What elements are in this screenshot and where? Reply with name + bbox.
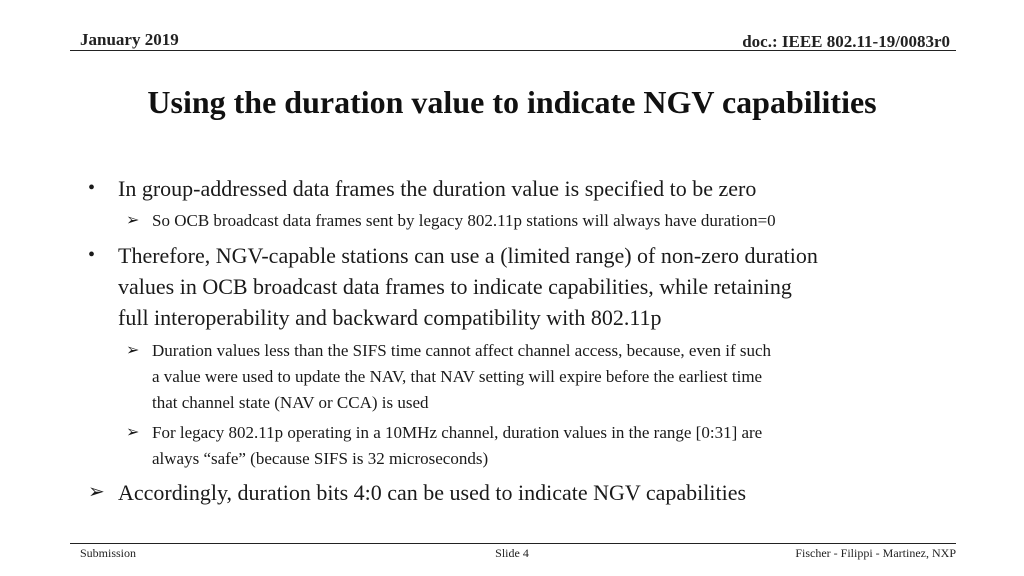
arrow-marker: ➢: [88, 481, 105, 503]
sub-bullet-2-1: [126, 338, 942, 416]
bullet-3: [88, 477, 958, 508]
arrow-marker: ➢: [126, 212, 140, 229]
bullet-text-line: Therefore, NGV-capable stations can use a (limited range) of non-zero duration: [118, 243, 818, 268]
bullet-2: [88, 240, 958, 333]
bullet-marker: •: [88, 244, 96, 266]
slide-title: Using the duration value to indicate NGV capabilities: [147, 84, 877, 120]
sub-bullet-text-line: always “safe” (because SIFS is 32 microseconds): [152, 449, 489, 468]
bullet-marker: •: [88, 177, 96, 199]
footer-authors: Fischer - Filippi - Martinez, NXP: [795, 546, 956, 560]
sub-bullet-text-line: For legacy 802.11p operating in a 10MHz channel, duration values in the range [0:31] are: [152, 423, 763, 442]
footer-divider: [70, 543, 956, 544]
arrow-marker: ➢: [126, 342, 140, 359]
sub-bullet-text: So OCB broadcast data frames sent by legacy 802.11p stations will always have duration=0: [152, 211, 776, 230]
sub-bullet-text-line: that channel state (NAV or CCA) is used: [152, 393, 429, 412]
sub-bullet-text-line: Duration values less than the SIFS time cannot affect channel access, because, even if such: [152, 341, 772, 360]
sub-bullet-text-line: a value were used to update the NAV, that NAV setting will expire before the earliest time: [152, 367, 763, 386]
footer-submission: Submission: [80, 546, 137, 560]
sub-bullet-2-2: [126, 420, 942, 472]
bullet-text: Accordingly, duration bits 4:0 can be used to indicate NGV capabilities: [118, 480, 747, 505]
bullet-text: In group-addressed data frames the duration value is specified to be zero: [118, 176, 757, 201]
bullet-1: [88, 173, 958, 204]
bullet-text-line: values in OCB broadcast data frames to indicate capabilities, while retaining: [118, 274, 792, 299]
sub-bullet-1-1: [126, 208, 942, 234]
arrow-marker: ➢: [126, 424, 140, 441]
bullet-text-line: full interoperability and backward compatibility with 802.11p: [118, 305, 662, 330]
header-divider: [70, 50, 956, 51]
header-doc-id: doc.: IEEE 802.11-19/0083r0: [742, 32, 950, 51]
header-date: January 2019: [80, 30, 179, 49]
footer-slide-number: Slide 4: [495, 546, 529, 560]
